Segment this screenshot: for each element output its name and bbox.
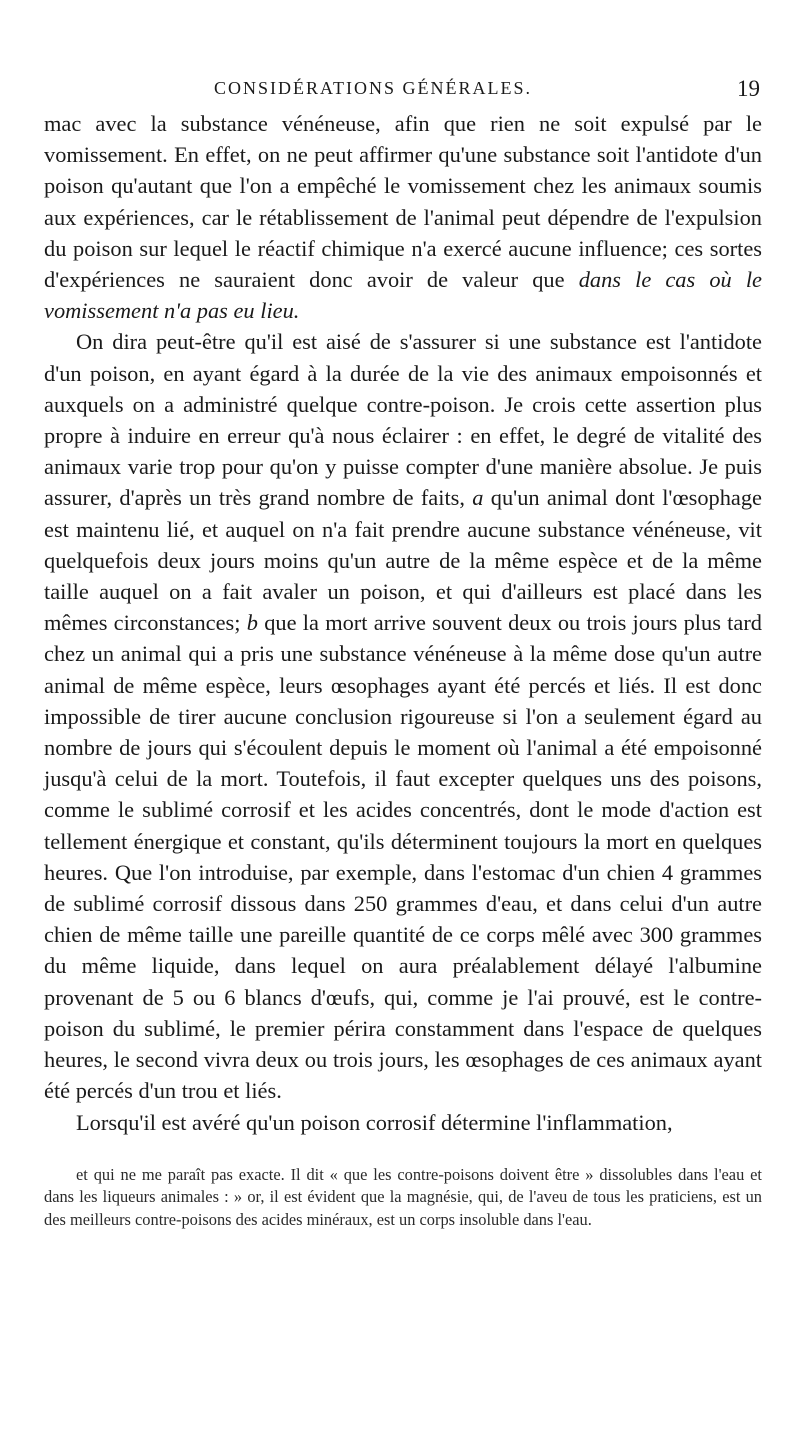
- point-a-text: qu'un animal dont l'œsophage est maintenu lié, et auquel on n'a fait prendre aucune substance vénéneuse, vit quelquefois deux jours moins qu'un autre de la même espèce et de la même taille auquel on a fait avaler un poison, et qui d'ailleurs est placé dans les mêmes circonstances;: [44, 485, 762, 636]
- paragraph-2-intro: On dira peut-être qu'il est aisé de s'assurer si une substance est l'antidote d'un poison, en ayant égard à la durée de la vie des animaux empoisonnés et auxquels on a administré quelque contre-poison. Je crois cette assertion plus propre à induire en erreur qu'à nous éclairer : en effet, le degré de vitalité des animaux varie trop pour qu'on y puisse compter d'une manière absolue. Je puis assurer, d'après un très grand nombre de faits,: [44, 329, 762, 511]
- point-a-marker: a: [472, 485, 484, 511]
- page-number: 19: [737, 76, 760, 101]
- running-head: [44, 72, 762, 108]
- paragraph-1-emphasis: dans le cas où le vomissement n'a pas eu lieu.: [44, 267, 762, 324]
- footnote: [44, 1164, 762, 1232]
- paragraph-1: [44, 108, 762, 326]
- book-page: [44, 72, 762, 1231]
- paragraph-3: Lorsqu'il est avéré qu'un poison corrosif détermine l'inflammation,: [76, 1109, 673, 1135]
- paragraph-1-text: mac avec la substance vénéneuse, afin que rien ne soit expulsé par le vomissement. En effet, on ne peut affirmer qu'une substance soit l'antidote d'un poison qu'autant que l'on a empêché le vomissement chez les animaux soumis aux expériences, car le rétablissement de l'animal peut dépendre de l'expulsion du poison sur lequel le réactif chimique n'a exercé aucune influence; ces sortes d'expériences ne sauraient donc avoir de valeur que: [44, 111, 762, 293]
- point-b-marker: b: [246, 610, 258, 636]
- footnote-text: et qui ne me paraît pas exacte. Il dit « que les contre-poisons doivent être » dissolubles dans l'eau et dans les liqueurs animales : » or, il est évident que la magnésie, qui, de l'aveu de tous les praticiens, est un des meilleurs contre-poisons des acides minéraux, est un corps insoluble dans l'eau.: [44, 1164, 762, 1229]
- paragraph-2: [44, 326, 762, 1106]
- point-b-text: que la mort arrive souvent deux ou trois jours plus tard chez un animal qui a pris une substance vénéneuse à la même dose qu'un autre animal de même espèce, leurs œsophages ayant été percés et liés. Il est donc impossible de tirer aucune conclusion rigoureuse si l'on a seulement égard au nombre de jours qui s'écoulent depuis le moment où l'animal a été empoisonné jusqu'à celui de la mort. Toutefois, il faut excepter quelques uns des poisons, comme le sublimé corrosif et les acides concentrés, dont le mode d'action est tellement énergique et constant, qu'ils déterminent toujours la mort en quelques heures. Que l'on introduise, par exemple, dans l'estomac d'un chien 4 grammes de sublimé corrosif dissous dans 250 grammes d'eau, et dans celui d'un autre chien de même taille une pareille quantité de ce corps mêlé avec 300 grammes du même liquide, dans lequel on aura préalablement délayé l'albumine provenant de 5 ou 6 blancs d'œufs, qui, comme je l'ai prouvé, est le contre-poison du sublimé, le premier périra constamment dans l'espace de quelques heures, le second vivra deux ou trois jours, les œsophages de ces animaux ayant été percés d'un trou et liés.: [44, 610, 762, 1104]
- body-text: [44, 108, 762, 1138]
- running-title: CONSIDÉRATIONS GÉNÉRALES.: [213, 78, 532, 98]
